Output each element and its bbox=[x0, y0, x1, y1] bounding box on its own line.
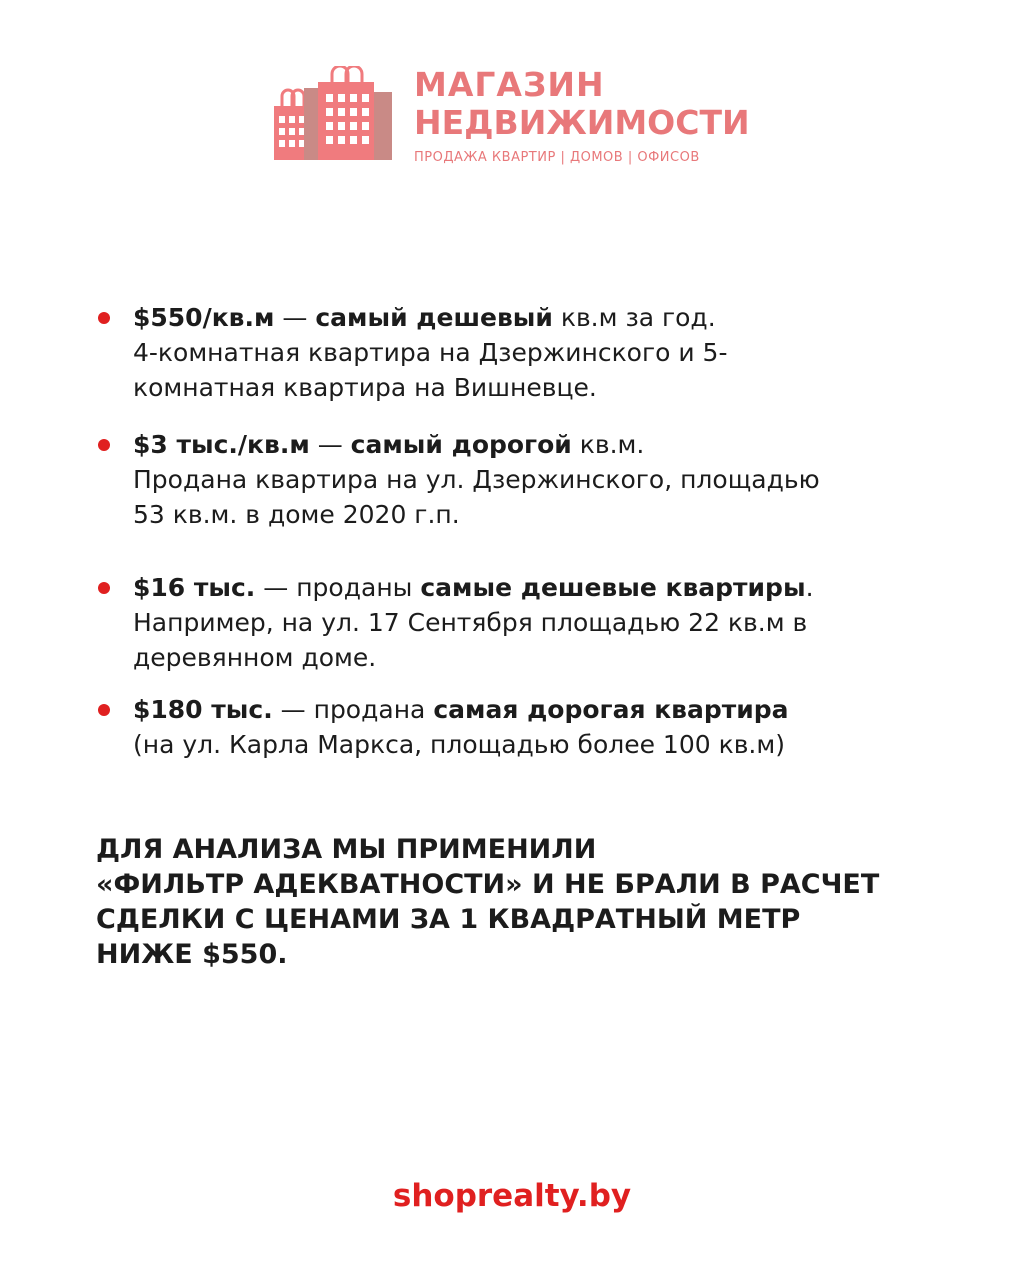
fact-headline bbox=[133, 427, 936, 462]
fact-connector: — bbox=[309, 430, 351, 459]
fact-suffix: кв.м. bbox=[571, 430, 645, 459]
buildings-shopping-bags-icon bbox=[274, 66, 396, 160]
fact-connector: — продана bbox=[272, 695, 434, 724]
facts-list bbox=[96, 300, 936, 762]
brand-tagline: ПРОДАЖА КВАРТИР | ДОМОВ | ОФИСОВ bbox=[414, 150, 700, 165]
fact-detail: Например, на ул. 17 Сентября площадью 22 кв.м в bbox=[133, 608, 808, 637]
brand-logo bbox=[274, 65, 754, 165]
fact-item bbox=[96, 300, 936, 405]
note-line: НИЖЕ $550. bbox=[96, 939, 288, 970]
fact-suffix: . bbox=[805, 573, 814, 602]
fact-highlight: самый дешевый bbox=[315, 303, 553, 332]
brand-text bbox=[414, 66, 750, 165]
website-link[interactable]: shoprealty.by bbox=[392, 1178, 632, 1214]
fact-item bbox=[96, 570, 936, 675]
fact-connector: — проданы bbox=[255, 573, 421, 602]
brand-name-line2: НЕДВИЖИМОСТИ bbox=[414, 103, 750, 142]
note-line: ДЛЯ АНАЛИЗА МЫ ПРИМЕНИЛИ bbox=[96, 834, 597, 865]
fact-detail: (на ул. Карла Маркса, площадью более 100 кв.м) bbox=[133, 730, 785, 759]
fact-highlight: самая дорогая квартира bbox=[433, 695, 789, 724]
fact-item bbox=[96, 692, 936, 762]
fact-detail: 4-комнатная квартира на Дзержинского и 5- bbox=[133, 338, 728, 367]
fact-value: $16 тыс. bbox=[133, 573, 256, 602]
fact-detail: комнатная квартира на Вишневце. bbox=[133, 373, 597, 402]
fact-detail: деревянном доме. bbox=[133, 643, 377, 672]
brand-name-line1: МАГАЗИН bbox=[414, 65, 605, 104]
note-line: «ФИЛЬТР АДЕКВАТНОСТИ» И НЕ БРАЛИ В РАСЧЕТ bbox=[96, 869, 880, 900]
note-line: СДЕЛКИ С ЦЕНАМИ ЗА 1 КВАДРАТНЫЙ МЕТР bbox=[96, 904, 801, 935]
fact-headline bbox=[133, 692, 936, 727]
fact-headline bbox=[133, 570, 936, 605]
fact-item bbox=[96, 427, 936, 532]
fact-highlight: самые дешевые квартиры bbox=[420, 573, 806, 602]
methodology-note bbox=[96, 832, 956, 972]
fact-value: $180 тыс. bbox=[133, 695, 273, 724]
fact-value: $550/кв.м bbox=[133, 303, 275, 332]
fact-value: $3 тыс./кв.м bbox=[133, 430, 310, 459]
fact-headline bbox=[133, 300, 936, 335]
fact-connector: — bbox=[274, 303, 316, 332]
fact-suffix: кв.м за год. bbox=[552, 303, 716, 332]
fact-detail: 53 кв.м. в доме 2020 г.п. bbox=[133, 500, 460, 529]
fact-detail: Продана квартира на ул. Дзержинского, площадью bbox=[133, 465, 820, 494]
fact-highlight: самый дорогой bbox=[350, 430, 572, 459]
